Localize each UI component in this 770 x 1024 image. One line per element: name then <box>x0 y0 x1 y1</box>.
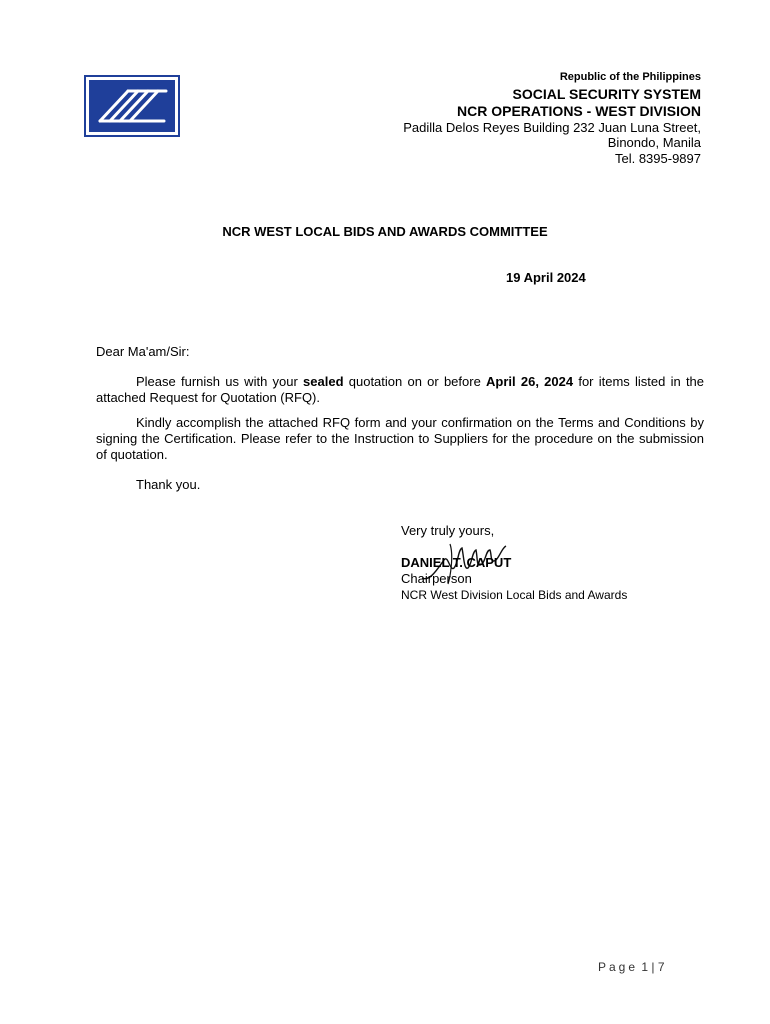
para1-text-a: Please furnish us with your <box>136 374 304 389</box>
page-footer <box>598 960 665 974</box>
signatory-name: DANIEL T. CAPUT <box>401 555 512 570</box>
signatory-org: NCR West Division Local Bids and Awards <box>401 588 628 602</box>
valediction: Very truly yours, <box>401 523 495 538</box>
para1-text-c: for items listed in the attached Request for Quotation (RFQ). <box>96 374 705 405</box>
para1-text-b: quotation on or before <box>343 374 487 389</box>
letter-body <box>96 344 704 493</box>
page-separator: | <box>651 960 655 974</box>
division-name: NCR OPERATIONS - WEST DIVISION <box>457 102 701 119</box>
address-line-2: Binondo, Manila <box>607 135 701 151</box>
paragraph-1 <box>96 374 704 406</box>
page-number: 1 <box>641 960 649 974</box>
signatory-title: Chairperson <box>401 571 472 586</box>
republic-line: Republic of the Philippines <box>559 71 701 83</box>
paragraph-2: Kindly accomplish the attached RFQ form and your confirmation on the Terms and Conditions by signing the Certification. Please refer to the Instruction to Suppliers for the procedure on the submission of quotation. <box>96 415 704 462</box>
thanks-line: Thank you. <box>136 477 201 492</box>
address-line-1: Padilla Delos Reyes Building 232 Juan Luna Street, <box>403 119 701 135</box>
phone-number: Tel. 8395-9897 <box>614 150 701 166</box>
signature-block <box>401 523 627 603</box>
agency-name: SOCIAL SECURITY SYSTEM <box>512 86 701 103</box>
para1-bold-deadline: April 26, 2024 <box>486 374 574 389</box>
letter-date: 19 April 2024 <box>506 270 586 285</box>
sss-logo <box>84 75 180 137</box>
letterhead <box>403 71 701 167</box>
page-total: 7 <box>657 960 665 974</box>
greeting: Dear Ma'am/Sir: <box>96 344 190 359</box>
para1-bold-sealed: sealed <box>303 374 344 389</box>
committee-title: NCR WEST LOCAL BIDS AND AWARDS COMMITTEE <box>222 224 548 239</box>
page-label: Page <box>598 960 639 974</box>
